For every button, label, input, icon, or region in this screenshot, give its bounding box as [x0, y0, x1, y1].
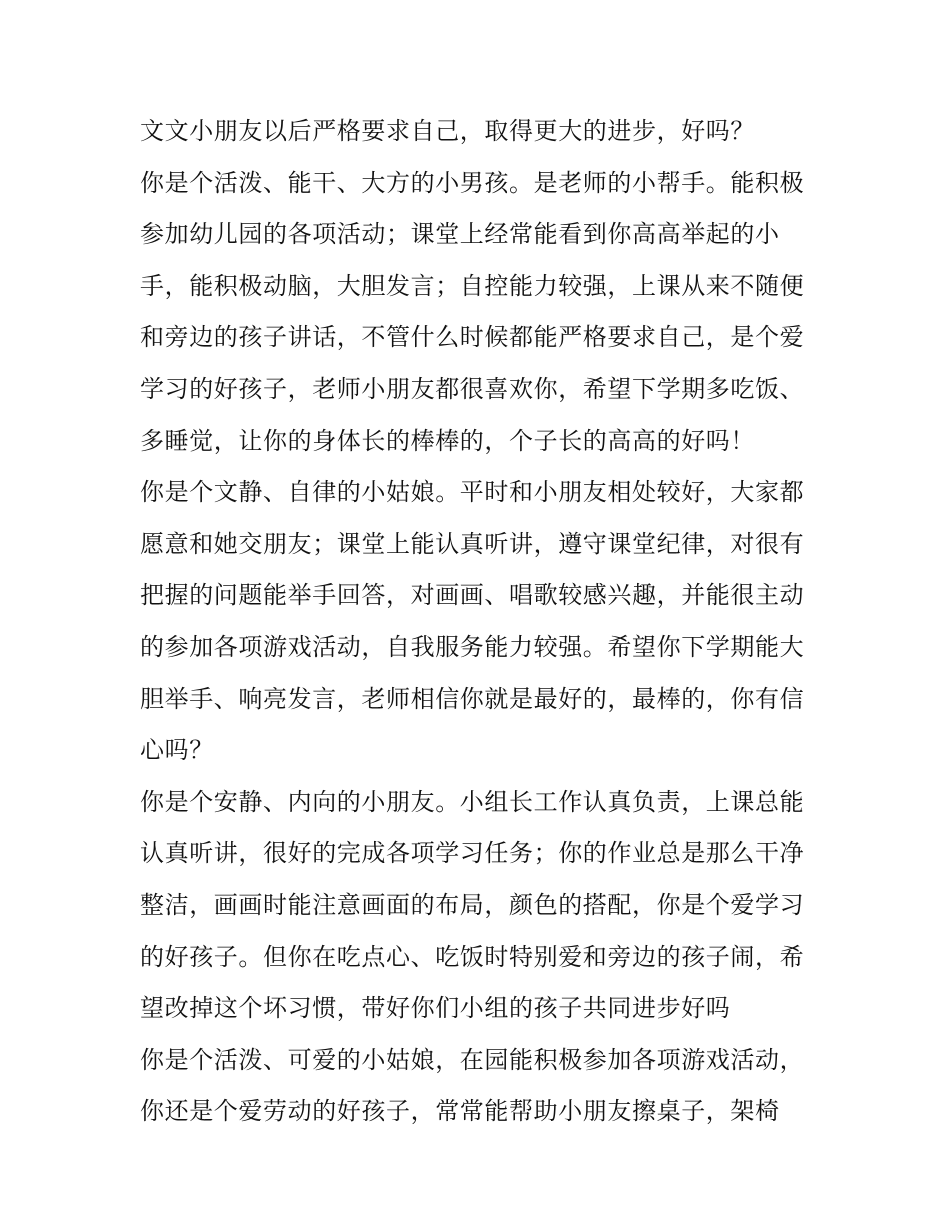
document-body — [140, 106, 820, 1138]
text-line: 你是个活泼、可爱的小姑娘，在园能积极参加各项游戏活动， — [140, 1045, 805, 1074]
paragraph-1 — [140, 106, 820, 158]
text-line: 望改掉这个坏习惯，带好你们小组的孩子共同进步好吗 — [140, 994, 731, 1023]
paragraph-2 — [140, 158, 820, 468]
text-line: 胆举手、响亮发言，老师相信你就是最好的，最棒的，你有信 — [140, 684, 805, 713]
text-line: 整洁，画画时能注意画面的布局，颜色的搭配，你是个爱学习 — [140, 890, 805, 919]
text-line: 认真听讲，很好的完成各项学习任务；你的作业总是那么干净 — [140, 839, 805, 868]
paragraph-5 — [140, 1035, 820, 1138]
text-line: 你还是个爱劳动的好孩子，常常能帮助小朋友擦桌子，架椅 — [140, 1097, 780, 1126]
text-line: 学习的好孩子，老师小朋友都很喜欢你，希望下学期多吃饭、 — [140, 374, 805, 403]
text-line: 你是个文静、自律的小姑娘。平时和小朋友相处较好，大家都 — [140, 478, 805, 507]
paragraph-4 — [140, 777, 820, 1035]
text-line: 手，能积极动脑，大胆发言；自控能力较强，上课从来不随便 — [140, 271, 805, 300]
text-line: 你是个活泼、能干、大方的小男孩。是老师的小帮手。能积极 — [140, 168, 805, 197]
text-line: 你是个安静、内向的小朋友。小组长工作认真负责，上课总能 — [140, 787, 805, 816]
text-line: 心吗？ — [140, 736, 214, 765]
text-line: 愿意和她交朋友；课堂上能认真听讲，遵守课堂纪律，对很有 — [140, 529, 805, 558]
text-line: 的参加各项游戏活动，自我服务能力较强。希望你下学期能大 — [140, 632, 805, 661]
text-line: 文文小朋友以后严格要求自己，取得更大的进步，好吗？ — [140, 117, 755, 145]
text-line: 参加幼儿园的各项活动；课堂上经常能看到你高高举起的小 — [140, 220, 780, 249]
text-line: 把握的问题能举手回答，对画画、唱歌较感兴趣，并能很主动 — [140, 581, 805, 610]
text-line: 多睡觉，让你的身体长的棒棒的，个子长的高高的好吗！ — [140, 426, 755, 455]
text-line: 的好孩子。但你在吃点心、吃饭时特别爱和旁边的孩子闹，希 — [140, 942, 805, 971]
text-line: 和旁边的孩子讲话，不管什么时候都能严格要求自己，是个爱 — [140, 323, 805, 352]
paragraph-3 — [140, 467, 820, 777]
